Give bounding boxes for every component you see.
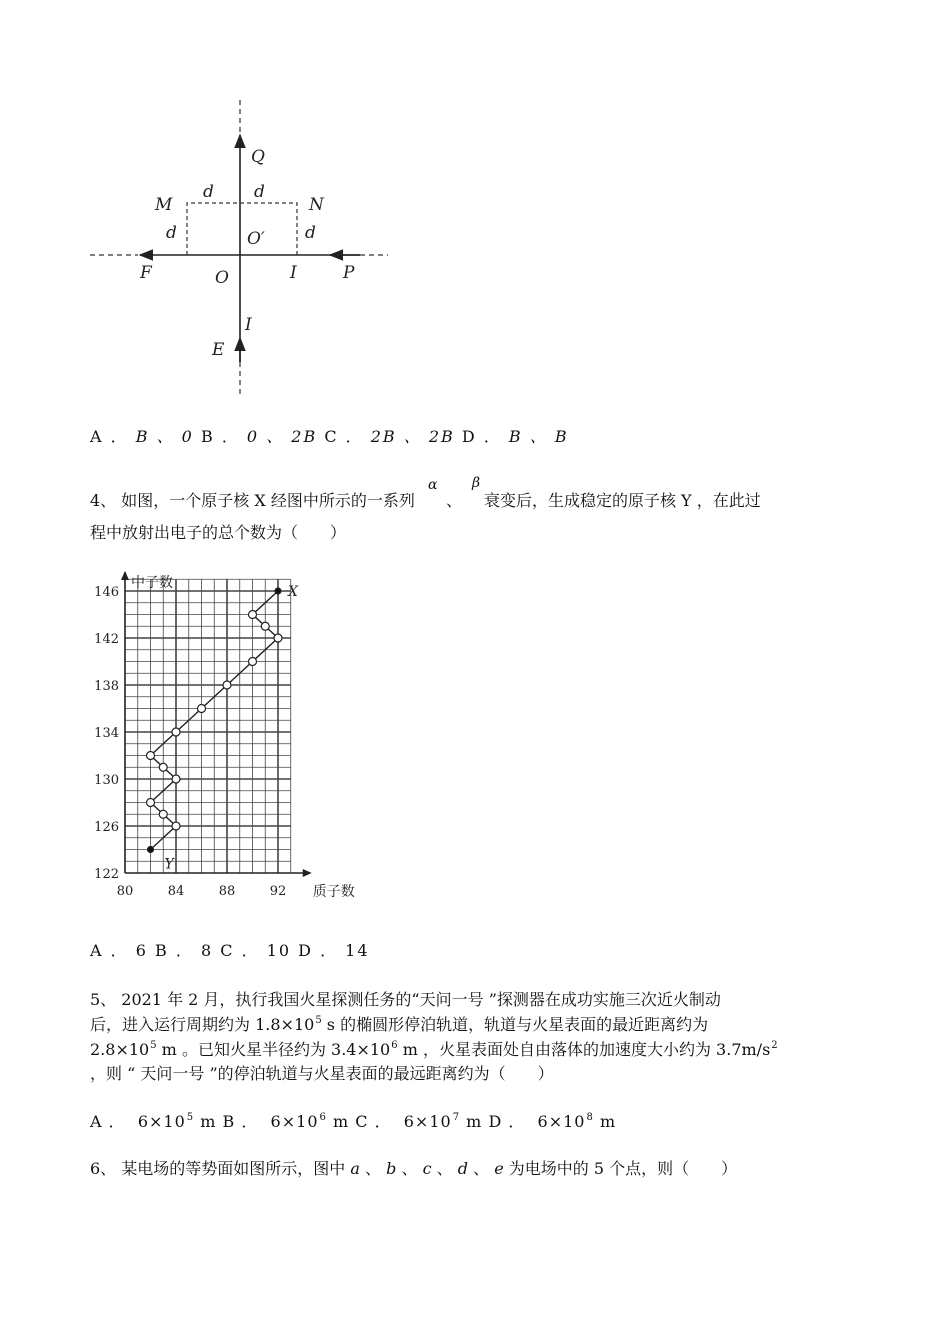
q5-option-d[interactable]: D ． $6\times 10^8$ m [488,1112,617,1131]
decay-point [172,822,180,830]
decay-point [223,681,231,689]
q3-option-b[interactable]: B ． 0 、 2B [200,427,318,446]
q5-option-a[interactable]: A ． $6\times 10^5$ m [90,1112,217,1131]
decay-point [249,658,257,666]
y-tick-label: 130 [94,773,119,788]
label-d-right: d [305,223,316,243]
point-y [148,847,154,853]
decay-point [147,799,155,807]
q5-option-c[interactable]: C ． $6\times 10^7$ m [355,1112,483,1131]
label-p: P [343,263,355,283]
y-tick-label: 142 [94,632,119,647]
q4-option-a[interactable]: A ． 6 [90,941,148,960]
y-tick-label: 146 [94,585,119,600]
alpha-symbol: α [427,477,438,493]
label-y: Y [164,856,174,873]
label-q: Q [251,147,265,167]
label-d-top-right: d [254,182,265,202]
y-tick-label: 122 [94,867,119,882]
q4-stem-line1: 4、 如图，一个原子核 X 经图中所示的一系列 α 、 β 衰变后，生成稳定的原子核 Y ，在此过 [90,475,761,510]
x-tick-label: 84 [167,884,185,899]
label-m: M [155,195,173,215]
neutron-proton-chart [85,568,365,913]
q3-option-c[interactable]: C ． 2B 、 2B [324,427,455,446]
x-tick-label: 88 [218,884,236,899]
q4-options [90,938,370,961]
x-tick-label: 80 [116,884,134,899]
x-axis-label: 质子数 [312,884,355,900]
label-e: E [212,340,225,360]
y-tick-label: 126 [94,820,119,835]
decay-point [261,622,269,630]
decay-point [159,763,167,771]
q3-option-a[interactable]: A ． B 、 0 [90,427,194,446]
q5-stem-line2: 后，进入运行周期约为 $1.8\times 10^5$ s 的椭圆形停泊轨道，轨道与火星表面的最近距离约为 [90,1015,709,1034]
y-axis-arrow [121,571,129,580]
beta-symbol: β [471,475,481,491]
q3-options [90,424,569,447]
label-d-top-left: d [203,182,214,202]
q5-options [90,1109,616,1132]
label-n: N [309,195,324,215]
label-o: O [215,268,229,288]
y-axis-label: 中子数 [131,575,173,591]
q5-stem-line1: 5、 2021 年 2 月，执行我国火星探测任务的“天问一号 ”探测器在成功实施三次近火制动 [90,990,721,1009]
q4-option-c[interactable]: C ． 10 [220,941,292,960]
label-o-prime: O′ [247,229,265,249]
q5-stem-line3: $2.8\times 10^5$ m 。已知火星半径约为 $3.4\times 10^6$ m ，火星表面处自由落体的加速度大小约为 $3.7m/s^2$ [90,1040,778,1059]
x-axis-arrow [303,869,312,877]
dashed-square [187,203,297,255]
label-d-left: d [166,223,177,243]
decay-point [198,705,206,713]
field-figure [80,95,400,400]
q4-option-d[interactable]: D ． 14 [298,941,370,960]
decay-point [159,810,167,818]
decay-point [172,775,180,783]
decay-point [147,752,155,760]
q3-option-d[interactable]: D ． B 、 B [461,427,569,446]
q5-option-b[interactable]: B ． $6\times 10^6$ m [222,1112,350,1131]
y-tick-label: 134 [94,726,119,741]
y-tick-label: 138 [94,679,119,694]
decay-point [274,634,282,642]
q4-option-b[interactable]: B ． 8 [155,941,214,960]
x-tick-label: 92 [269,884,287,899]
q6-stem: 6、 某电场的等势面如图所示，图中 a 、 b 、 c 、 d 、 e 为电场中的 5 个点，则（ ） [90,1159,738,1178]
label-f: F [140,263,152,283]
decay-point [172,728,180,736]
label-x: X [288,584,298,600]
decay-point [249,611,257,619]
q4-stem-line2: 程中放射出电子的总个数为（ ） [90,523,347,542]
label-i-vertical: I [245,315,252,335]
label-i-horizontal: I [290,263,297,283]
q5-stem-line4: ，则 “ 天问一号 ”的停泊轨道与火星表面的最远距离约为（ ） [90,1064,554,1083]
point-x [275,588,281,594]
